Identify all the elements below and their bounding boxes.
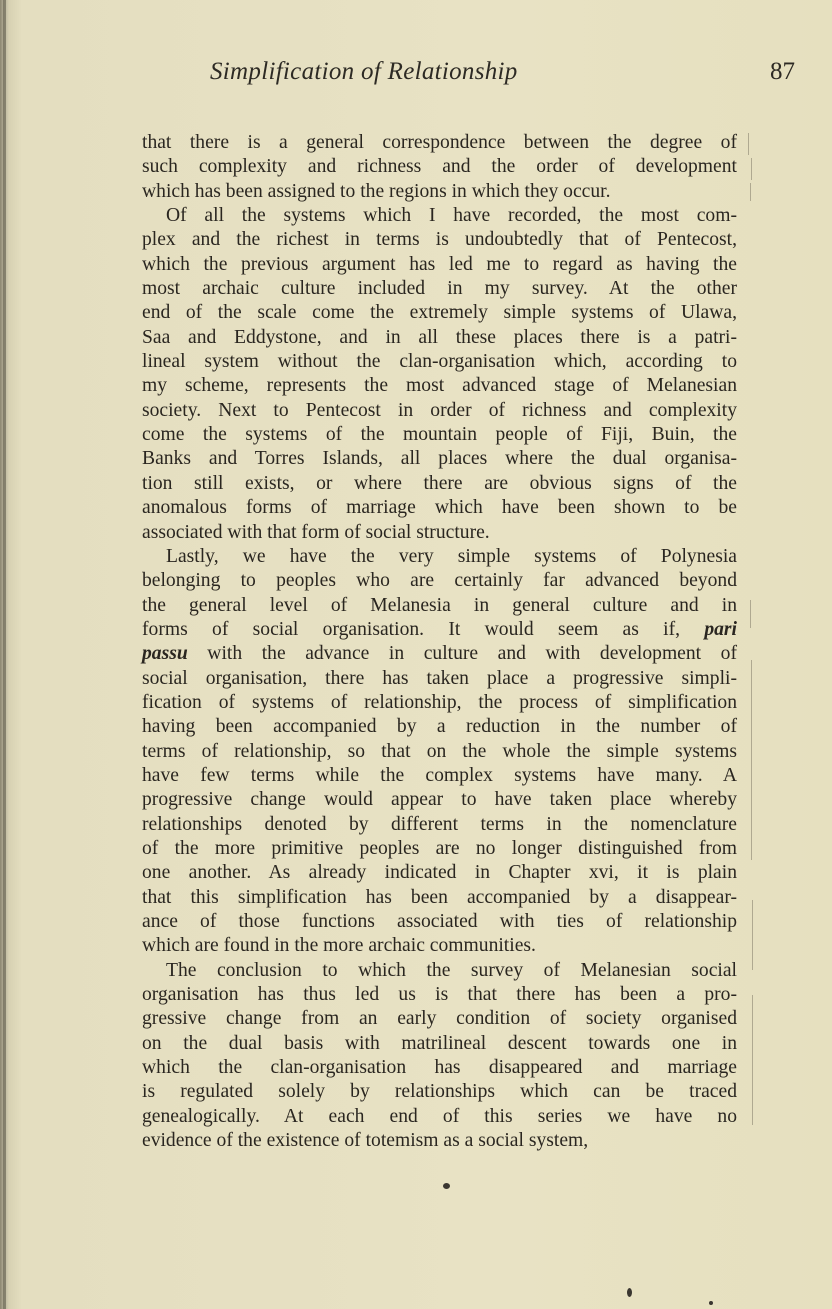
text-line: progressive change would appear to have taken place whereby — [142, 789, 737, 811]
text-line: evidence of the existence of totemism as a social system, — [142, 1130, 589, 1152]
text-line: plex and the richest in terms is undoubtedly that of Pentecost, — [142, 229, 737, 251]
margin-mark — [751, 158, 752, 180]
text-line: The conclusion to which the survey of Melanesian social — [166, 959, 737, 981]
text-line: one another. As already indicated in Chapter xvi, it is plain — [142, 862, 737, 884]
text-line: relationships denoted by different terms in the nomenclature — [142, 813, 737, 835]
text-line: society. Next to Pentecost in order of richness and complexity — [142, 399, 737, 421]
text-line: tion still exists, or where there are obvious signs of the — [142, 472, 737, 494]
text-line: is regulated solely by relationships which can be traced — [142, 1081, 737, 1103]
text-line: which has been assigned to the regions in which they occur. — [142, 180, 611, 202]
text-line: end of the scale come the extremely simple systems of Ulawa, — [142, 302, 737, 324]
binding-edge — [3, 0, 6, 1309]
text-line: lineal system without the clan-organisation which, according to — [142, 351, 737, 373]
margin-mark — [748, 133, 749, 155]
text-line: such complexity and richness and the order of development — [142, 156, 737, 178]
text-line: anomalous forms of marriage which have been shown to be — [142, 497, 737, 519]
text-line: ance of those functions associated with ties of relationship — [142, 911, 737, 932]
text-line: passu with the advance in culture and with development of — [142, 643, 737, 665]
text-line: terms of relationship, so that on the whole the simple systems — [142, 740, 737, 762]
margin-mark — [752, 995, 753, 1125]
text-line: fication of systems of relationship, the process of simplification — [142, 691, 737, 713]
margin-mark — [752, 900, 753, 970]
text-line: of the more primitive peoples are no longer distinguished from — [142, 837, 737, 859]
text-line: that there is a general correspondence between the degree of — [142, 132, 737, 153]
text-line: my scheme, represents the most advanced stage of Melanesian — [142, 375, 737, 397]
text-line: organisation has thus led us is that there has been a pro- — [142, 984, 737, 1006]
body-text — [142, 131, 737, 1153]
text-line: social organisation, there has taken place a progressive simpli- — [142, 667, 737, 689]
text-line: which the previous argument has led me to regard as having the — [142, 253, 737, 275]
text-line: associated with that form of social structure. — [142, 521, 490, 543]
text-line: genealogically. At each end of this series we have no — [142, 1105, 737, 1127]
text-line: most archaic culture included in my survey. At the other — [142, 278, 737, 300]
text-line: belonging to peoples who are certainly far advanced beyond — [142, 570, 737, 592]
margin-mark — [750, 600, 751, 628]
text-line: forms of social organisation. It would seem as if, pari — [142, 618, 737, 640]
running-head: Simplification of Relationship — [210, 58, 518, 85]
text-line: Lastly, we have the very simple systems of Polynesia — [166, 545, 737, 567]
text-line: gressive change from an early condition of society organised — [142, 1008, 737, 1030]
text-line: the general level of Melanesia in general culture and in — [142, 594, 737, 616]
ink-speck — [443, 1183, 450, 1189]
text-line: Saa and Eddystone, and in all these places there is a patri- — [142, 326, 737, 348]
ink-speck — [709, 1301, 713, 1305]
text-line: Banks and Torres Islands, all places where the dual organisa- — [142, 448, 737, 470]
text-line: on the dual basis with matrilineal descent towards one in — [142, 1032, 737, 1054]
italic-term: passu — [142, 643, 188, 665]
text-line: come the systems of the mountain people of Fiji, Buin, the — [142, 424, 737, 446]
margin-mark — [751, 660, 752, 860]
italic-term: pari — [704, 618, 737, 640]
margin-mark — [750, 183, 751, 201]
page-number: 87 — [770, 58, 795, 85]
text-line: that this simplification has been accompanied by a disappear- — [142, 886, 737, 908]
text-line: have few terms while the complex systems have many. A — [142, 764, 737, 786]
text-line: which are found in the more archaic communities. — [142, 935, 536, 957]
text-line: having been accompanied by a reduction in the number of — [142, 716, 737, 738]
page-header — [210, 58, 795, 88]
text-line: which the clan-organisation has disappeared and marriage — [142, 1057, 737, 1079]
ink-speck — [627, 1288, 632, 1297]
text-line: Of all the systems which I have recorded, the most com- — [166, 205, 737, 227]
